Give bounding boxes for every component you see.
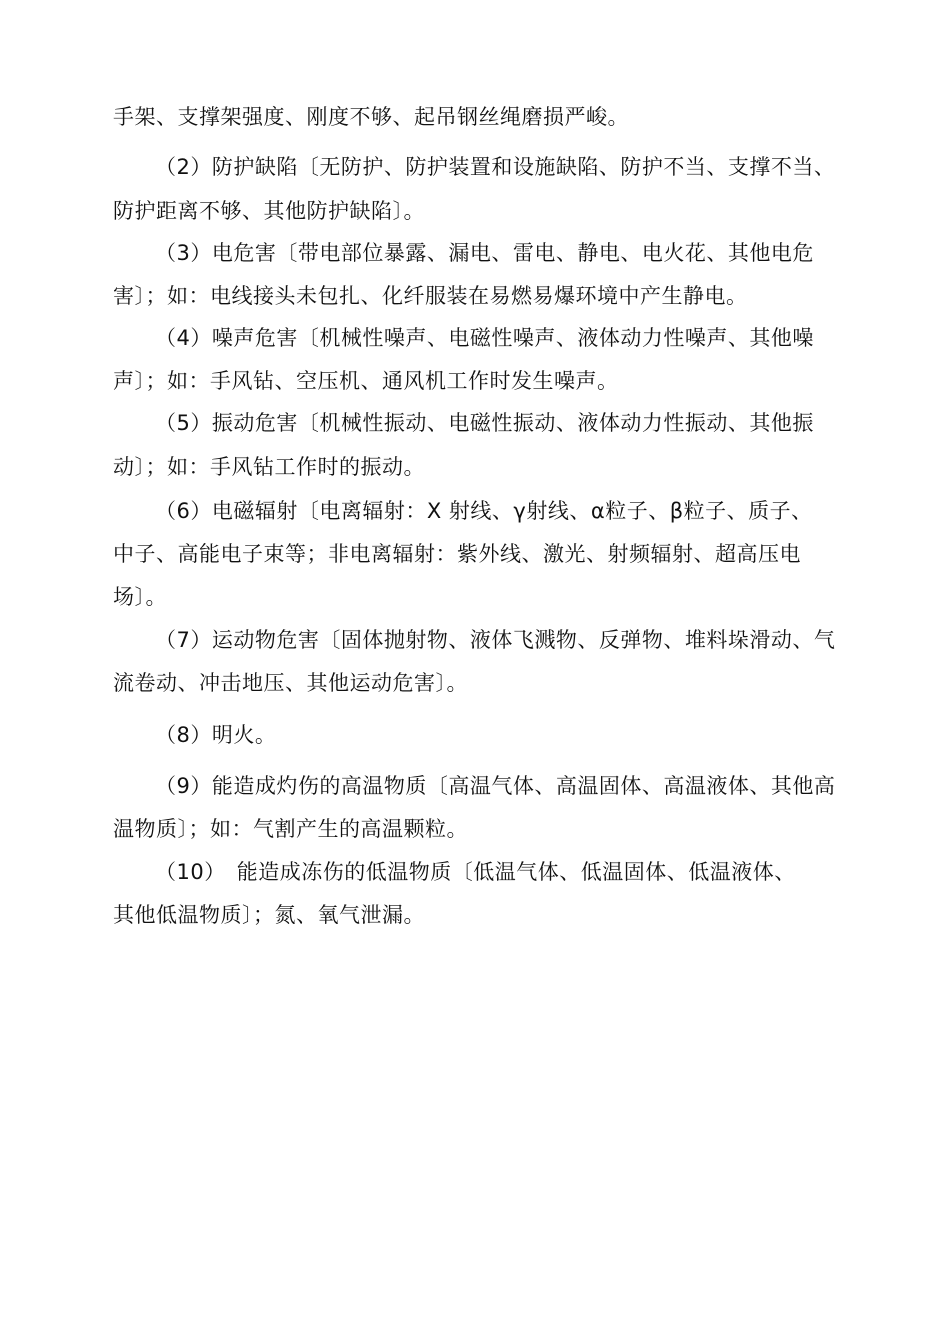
text-line: （6）电磁辐射〔电离辐射：X 射线、γ射线、α粒子、β粒子、质子、 <box>155 499 813 523</box>
text-line: （5）振动危害〔机械性振动、电磁性振动、液体动力性振动、其他振 <box>155 411 814 435</box>
text-line: （7）运动物危害〔固体抛射物、液体飞溅物、反弹物、堆料垛滑动、气 <box>155 628 836 652</box>
text-line: （10） 能造成冻伤的低温物质〔低温气体、低温固体、低温液体、 <box>155 860 796 884</box>
text-line: （8）明火。 <box>155 723 277 747</box>
text-line: 防护距离不够、其他防护缺陷〕。 <box>113 199 425 223</box>
text-line: 温物质〕；如：气割产生的高温颗粒。 <box>113 817 468 841</box>
text-line: 其他低温物质〕；氮、氧气泄漏。 <box>113 903 425 927</box>
text-line: 声〕；如：手风钻、空压机、通风机工作时发生噪声。 <box>113 369 619 393</box>
text-line: 场〕。 <box>113 585 167 609</box>
text-line: （4）噪声危害〔机械性噪声、电磁性噪声、液体动力性噪声、其他噪 <box>155 326 814 350</box>
text-line: 害〕；如：电线接头未包扎、化纤服装在易燃易爆环境中产生静电。 <box>113 284 748 308</box>
text-line: 动〕；如：手风钻工作时的振动。 <box>113 455 425 479</box>
text-line: 中子、高能电子束等；非电离辐射：紫外线、激光、射频辐射、超高压电 <box>113 542 801 566</box>
text-line: （3）电危害〔带电部位暴露、漏电、雷电、静电、电火花、其他电危 <box>155 241 814 265</box>
text-line: 手架、支撑架强度、刚度不够、起吊钢丝绳磨损严峻。 <box>113 105 629 129</box>
text-line: （9）能造成灼伤的高温物质〔高温气体、高温固体、高温液体、其他高 <box>155 774 836 798</box>
text-line: （2）防护缺陷〔无防护、防护装置和设施缺陷、防护不当、支撑不当、 <box>155 155 836 179</box>
text-line: 流卷动、冲击地压、其他运动危害〕。 <box>113 671 468 695</box>
